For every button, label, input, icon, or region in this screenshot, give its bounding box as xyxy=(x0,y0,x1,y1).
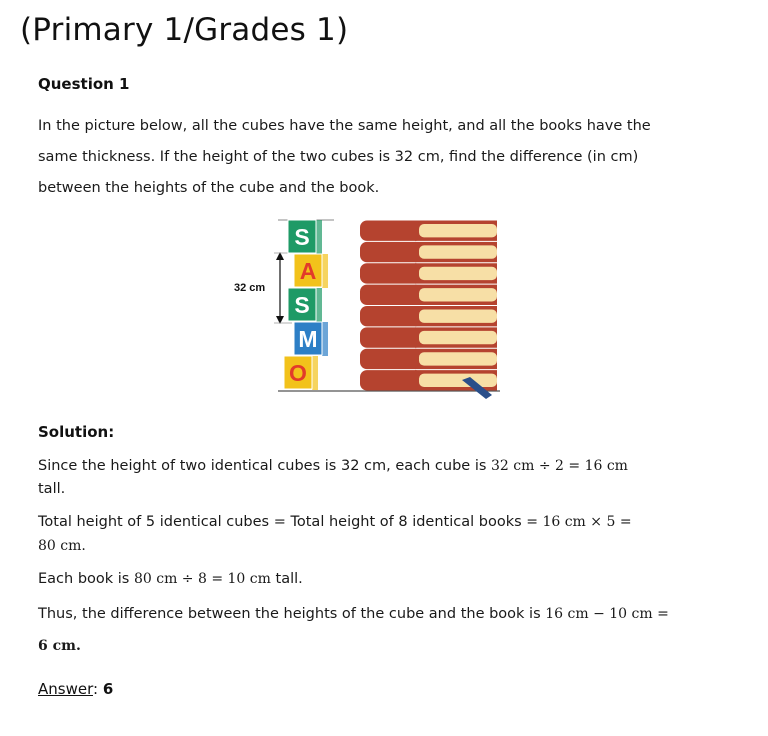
book-stack xyxy=(360,221,497,391)
solution-line-6 xyxy=(38,606,669,622)
book-pages xyxy=(419,374,497,387)
solution-line-4: 80 cm. xyxy=(38,538,86,554)
solution-line-6-math: 16 cm − 10 cm = xyxy=(545,606,669,622)
solution-line-1-text: Since the height of two identical cubes is 32 cm, each cube is xyxy=(38,458,492,474)
answer-label: Answer xyxy=(38,680,93,698)
cube-1 xyxy=(288,220,322,254)
cubes-and-books-figure xyxy=(230,215,510,409)
question-title: Question 1 xyxy=(38,75,130,93)
book-spine xyxy=(360,285,422,305)
question-line-3: between the heights of the cube and the book. xyxy=(38,180,380,196)
book-spine xyxy=(360,370,422,390)
solution-line-5 xyxy=(38,571,303,587)
solution-line-2: tall. xyxy=(38,481,66,497)
solution-line-6-text: Thus, the difference between the heights of the cube and the book is xyxy=(38,606,546,622)
book-pages xyxy=(419,288,497,301)
question-line-2: same thickness. If the height of the two cubes is 32 cm, find the difference (in cm) xyxy=(38,149,639,165)
book-6 xyxy=(360,327,497,347)
book-pages xyxy=(419,331,497,344)
book-5 xyxy=(360,306,497,326)
cube-letter: M xyxy=(298,326,318,352)
cube-side xyxy=(316,220,322,254)
answer-line xyxy=(38,680,113,698)
book-spine xyxy=(360,263,422,283)
solution-line-1 xyxy=(38,458,628,474)
book-spine xyxy=(360,242,422,262)
figure-svg xyxy=(230,215,510,405)
book-spine xyxy=(360,349,422,369)
book-1 xyxy=(360,221,497,241)
book-pages xyxy=(419,267,497,280)
solution-line-5-text-b: tall. xyxy=(270,571,303,587)
book-spine xyxy=(360,221,422,241)
book-4 xyxy=(360,285,497,305)
book-spine xyxy=(360,306,422,326)
answer-value: 6 xyxy=(102,680,114,698)
cube-side xyxy=(322,254,328,288)
book-3 xyxy=(360,263,497,283)
book-pages xyxy=(419,245,497,258)
book-spine xyxy=(360,327,422,347)
measure-label: 32 cm xyxy=(234,282,266,294)
cube-letter: S xyxy=(294,292,310,318)
cube-4 xyxy=(294,322,328,356)
solution-line-3 xyxy=(38,514,632,530)
cube-side xyxy=(322,322,328,356)
solution-line-3-text: Total height of 5 identical cubes = Total height of 8 identical books xyxy=(38,514,527,530)
question-line-1: In the picture below, all the cubes have the same height, and all the books have the xyxy=(38,118,651,134)
solution-line-3-math: = 16 cm × 5 = xyxy=(526,514,632,530)
answer-separator: : xyxy=(92,680,103,698)
solution-line-7: 6 cm. xyxy=(38,638,81,654)
book-pages xyxy=(419,224,497,237)
solution-line-1-math: 32 cm ÷ 2 = 16 cm xyxy=(491,458,628,474)
cube-3 xyxy=(288,288,322,322)
book-pages xyxy=(419,310,497,323)
solution-line-5-math: 80 cm ÷ 8 = 10 cm xyxy=(133,571,271,587)
book-7 xyxy=(360,349,497,369)
solution-title: Solution: xyxy=(38,423,115,441)
book-2 xyxy=(360,242,497,262)
cube-side xyxy=(312,356,318,390)
book-pages xyxy=(419,352,497,365)
cube-2 xyxy=(294,254,328,288)
cube-side xyxy=(316,288,322,322)
cube-letter: S xyxy=(294,224,310,250)
cube-stack xyxy=(284,220,328,390)
cube-letter: A xyxy=(299,258,317,284)
cube-5 xyxy=(284,356,318,390)
cube-letter: O xyxy=(289,360,307,386)
solution-line-5-text-a: Each book is xyxy=(38,571,134,587)
page-title: (Primary 1/Grades 1) xyxy=(20,12,349,48)
